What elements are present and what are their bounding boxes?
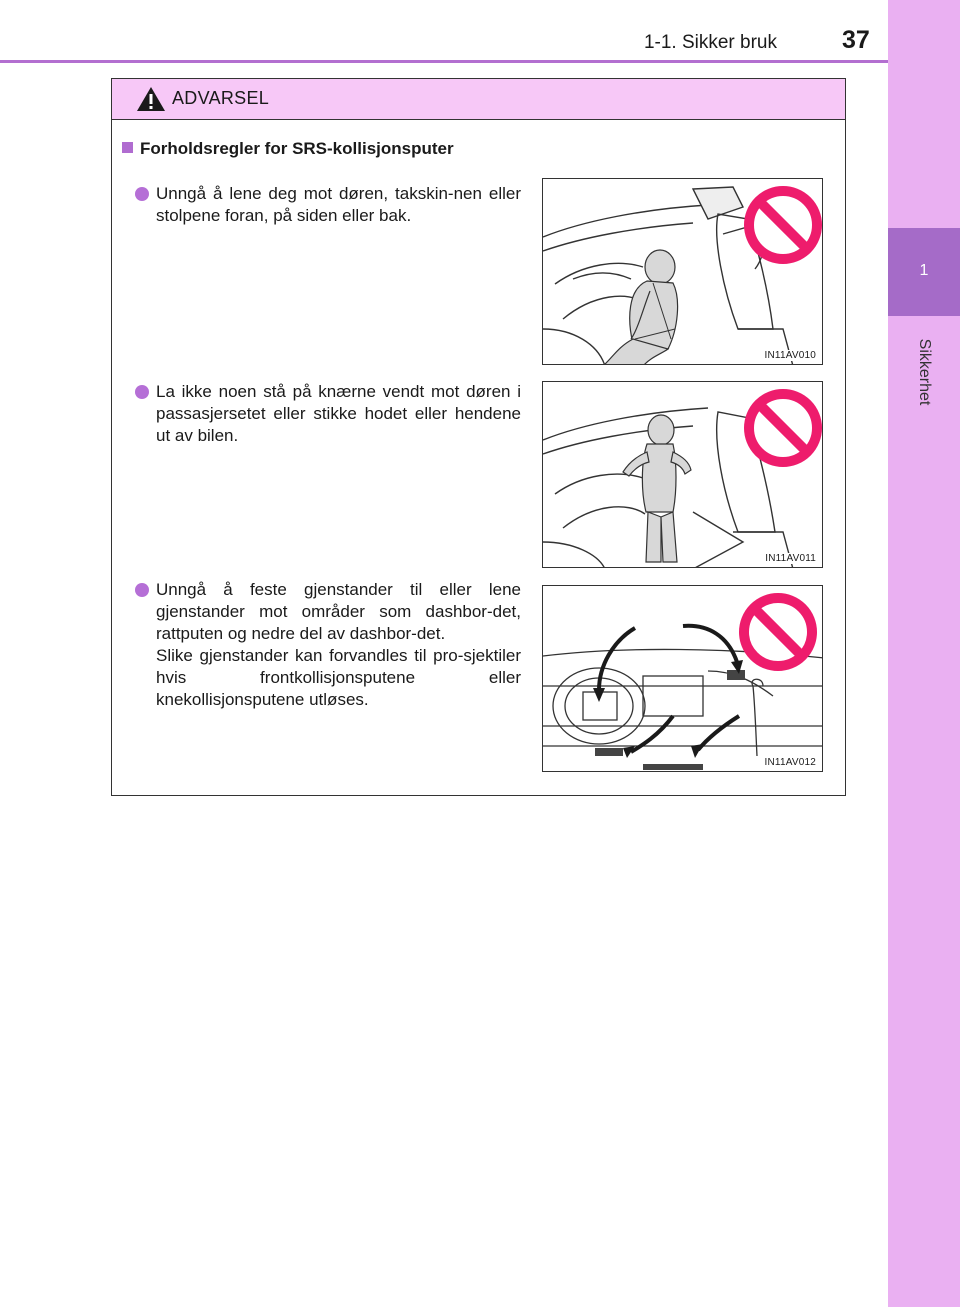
prohibition-icon — [749, 394, 817, 462]
prohibition-icon — [749, 191, 817, 259]
car-interior-illustration — [543, 179, 823, 365]
warning-item-text: La ikke noen stå på knærne vendt mot døren i passasjersetet eller stikke hodet eller hendene ut av bilen. — [156, 382, 521, 445]
warning-header — [112, 79, 845, 120]
illustration-objects-on-dashboard — [542, 585, 823, 772]
chapter-side-tab[interactable] — [888, 0, 960, 1307]
warning-title: ADVARSEL — [172, 88, 270, 108]
bullet-dot-icon — [135, 385, 149, 399]
section-title: 1-1. Sikker bruk — [643, 32, 777, 53]
prohibition-icon — [744, 598, 812, 666]
subsection-title — [122, 139, 454, 159]
chapter-label: Sikkerhet — [916, 338, 933, 406]
illustration-child-on-seat — [542, 381, 823, 568]
figure-code: IN11AV012 — [764, 757, 816, 768]
dashboard-illustration — [543, 586, 823, 772]
warning-item-text — [135, 579, 521, 711]
warning-triangle-icon — [136, 86, 166, 112]
subsection-title-text: Forholdsregler for SRS-kollisjonsputer — [140, 139, 454, 158]
bullet-dot-icon — [135, 187, 149, 201]
header-rule — [0, 60, 888, 63]
warning-box — [111, 78, 846, 796]
warning-item — [135, 579, 521, 711]
bullet-dot-icon — [135, 583, 149, 597]
warning-item — [135, 381, 521, 447]
chapter-number: 1 — [919, 262, 929, 279]
car-interior-illustration — [543, 382, 823, 568]
figure-code: IN11AV011 — [765, 553, 816, 564]
page-number: 37 — [842, 26, 870, 54]
warning-item-text-main: Unngå å feste gjenstander til eller lene gjenstander mot områder som dashbor-det, rattputen og nedre del av dashbor-det. — [156, 580, 521, 643]
chapter-number-block — [888, 228, 960, 316]
warning-item-text: Unngå å lene deg mot døren, takskin-nen eller stolpene foran, på siden eller bak. — [156, 184, 521, 225]
warning-item-text-extra: Slike gjenstander kan forvandles til pro-sjektiler hvis frontkollisjonsputene eller knekollisjonsputene utløses. — [156, 646, 521, 709]
square-bullet-icon — [122, 142, 133, 153]
illustration-leaning-on-door — [542, 178, 823, 365]
warning-item — [135, 183, 521, 227]
figure-code: IN11AV010 — [764, 350, 816, 361]
